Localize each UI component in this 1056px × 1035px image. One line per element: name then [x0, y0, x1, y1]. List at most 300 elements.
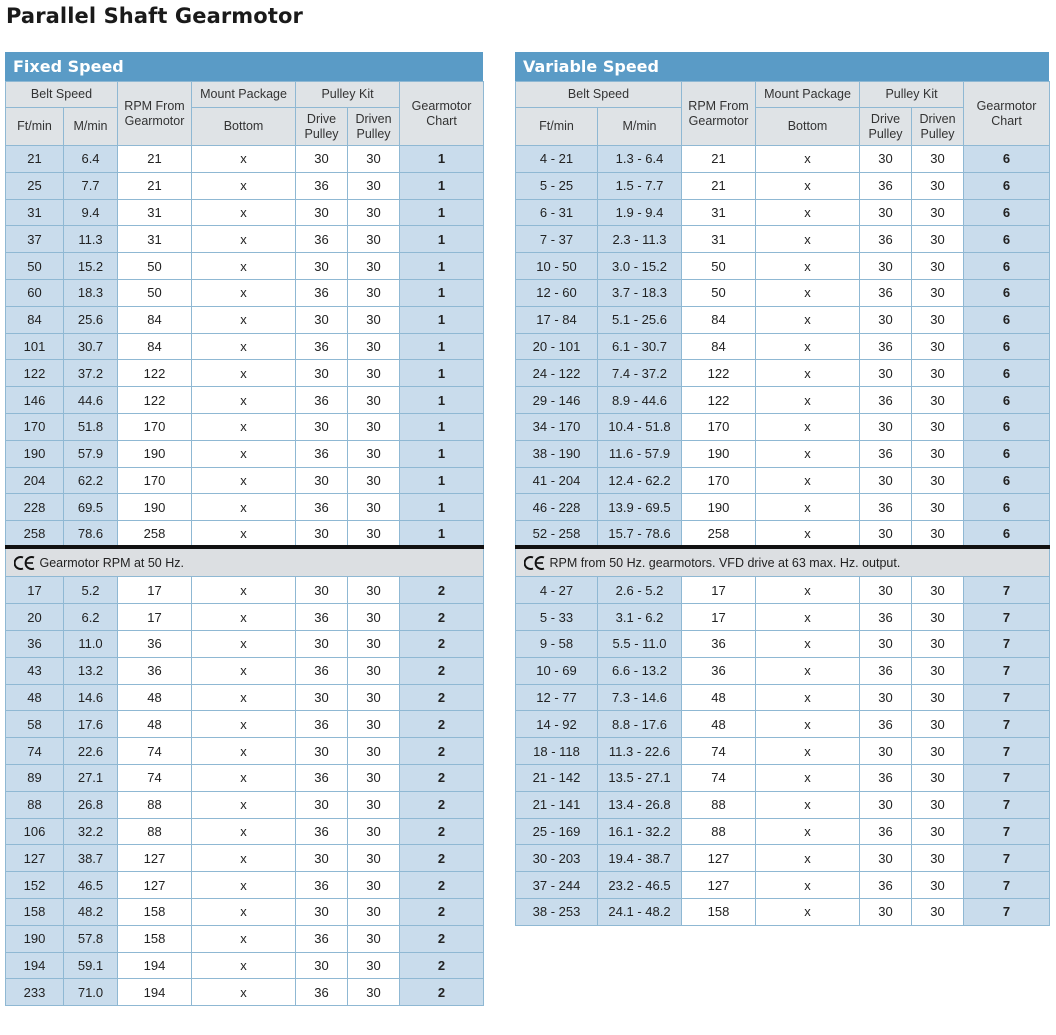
- page-title: Parallel Shaft Gearmotor: [6, 4, 303, 28]
- table-row: [516, 146, 1050, 173]
- fixed-speed-rows-bottom: [6, 577, 484, 1006]
- gearmotor-chart-cell: 7: [964, 845, 1050, 872]
- m-min-cell: 71.0: [64, 979, 118, 1006]
- mount-bottom-cell: x: [192, 413, 296, 440]
- rpm-cell: 88: [118, 818, 192, 845]
- gearmotor-chart-cell: 7: [964, 577, 1050, 604]
- driven-pulley-cell: 30: [912, 253, 964, 280]
- gearmotor-chart-cell: 7: [964, 791, 1050, 818]
- ft-min-cell: 12 - 60: [516, 279, 598, 306]
- mount-bottom-cell: x: [756, 306, 860, 333]
- mount-bottom-cell: x: [192, 467, 296, 494]
- mount-bottom-cell: x: [756, 494, 860, 521]
- m-min-cell: 30.7: [64, 333, 118, 360]
- driven-pulley-cell: 30: [348, 872, 400, 899]
- m-min-cell: 11.0: [64, 631, 118, 658]
- ft-min-cell: 6 - 31: [516, 199, 598, 226]
- ft-min-cell: 190: [6, 925, 64, 952]
- gearmotor-chart-cell: 1: [400, 306, 484, 333]
- gearmotor-chart-cell: 2: [400, 577, 484, 604]
- driven-pulley-cell: 30: [912, 413, 964, 440]
- ft-min-cell: 20: [6, 604, 64, 631]
- variable-ce-note-cell: [516, 547, 1050, 577]
- m-min-cell: 11.6 - 57.9: [598, 440, 682, 467]
- gearmotor-chart-cell: 6: [964, 467, 1050, 494]
- driven-pulley-cell: 30: [348, 952, 400, 979]
- ft-min-cell: 84: [6, 306, 64, 333]
- rpm-cell: 258: [682, 521, 756, 548]
- gearmotor-chart-cell: 1: [400, 521, 484, 548]
- drive-pulley-cell: 36: [860, 226, 912, 253]
- mount-bottom-cell: x: [192, 738, 296, 765]
- rpm-cell: 170: [118, 467, 192, 494]
- ft-min-cell: 74: [6, 738, 64, 765]
- ce-mark-icon: [14, 555, 36, 571]
- table-row: [6, 604, 484, 631]
- driven-pulley-cell: 30: [912, 631, 964, 658]
- mount-bottom-cell: x: [192, 765, 296, 792]
- variable-ce-section: [516, 547, 1050, 577]
- m-min-cell: 7.3 - 14.6: [598, 684, 682, 711]
- drive-pulley-cell: 36: [860, 872, 912, 899]
- table-row: [516, 387, 1050, 414]
- rpm-cell: 122: [682, 387, 756, 414]
- pulley-kit-header: Pulley Kit: [296, 82, 400, 108]
- m-min-cell: 19.4 - 38.7: [598, 845, 682, 872]
- mount-bottom-cell: x: [192, 979, 296, 1006]
- gearmotor-chart-cell: 2: [400, 952, 484, 979]
- gearmotor-chart-cell: 6: [964, 253, 1050, 280]
- m-min-cell: 6.4: [64, 146, 118, 173]
- table-row: [6, 791, 484, 818]
- drive-pulley-cell: 30: [296, 521, 348, 548]
- table-row: [6, 979, 484, 1006]
- driven-pulley-header: Driven Pulley: [912, 108, 964, 146]
- ft-min-cell: 36: [6, 631, 64, 658]
- gearmotor-chart-cell: 7: [964, 711, 1050, 738]
- table-row: [516, 440, 1050, 467]
- table-row: [516, 306, 1050, 333]
- gearmotor-chart-cell: 7: [964, 684, 1050, 711]
- drive-pulley-cell: 36: [296, 172, 348, 199]
- m-min-cell: 5.5 - 11.0: [598, 631, 682, 658]
- driven-pulley-cell: 30: [348, 604, 400, 631]
- m-min-cell: 69.5: [64, 494, 118, 521]
- driven-pulley-cell: 30: [912, 279, 964, 306]
- table-row: [6, 387, 484, 414]
- m-min-cell: 13.5 - 27.1: [598, 765, 682, 792]
- gearmotor-chart-cell: 7: [964, 604, 1050, 631]
- rpm-cell: 88: [682, 791, 756, 818]
- ft-min-cell: 228: [6, 494, 64, 521]
- driven-pulley-cell: 30: [912, 226, 964, 253]
- ft-min-cell: 25: [6, 172, 64, 199]
- rpm-cell: 88: [682, 818, 756, 845]
- mount-bottom-cell: x: [756, 467, 860, 494]
- gearmotor-chart-cell: 1: [400, 387, 484, 414]
- rpm-cell: 36: [682, 657, 756, 684]
- table-row: [6, 146, 484, 173]
- m-min-header: M/min: [598, 108, 682, 146]
- m-min-cell: 27.1: [64, 765, 118, 792]
- drive-pulley-cell: 30: [296, 791, 348, 818]
- driven-pulley-header: Driven Pulley: [348, 108, 400, 146]
- gearmotor-chart-cell: 2: [400, 604, 484, 631]
- table-row: [6, 279, 484, 306]
- driven-pulley-cell: 30: [912, 387, 964, 414]
- table-row: [516, 360, 1050, 387]
- m-min-cell: 37.2: [64, 360, 118, 387]
- driven-pulley-cell: 30: [912, 684, 964, 711]
- table-row: [6, 413, 484, 440]
- ce-mark-icon: [524, 555, 546, 571]
- m-min-cell: 12.4 - 62.2: [598, 467, 682, 494]
- driven-pulley-cell: 30: [912, 306, 964, 333]
- drive-pulley-cell: 30: [860, 360, 912, 387]
- table-row: [6, 360, 484, 387]
- rpm-cell: 74: [682, 765, 756, 792]
- mount-bottom-cell: x: [192, 791, 296, 818]
- gearmotor-chart-cell: 1: [400, 440, 484, 467]
- ft-min-cell: 4 - 27: [516, 577, 598, 604]
- rpm-cell: 194: [118, 952, 192, 979]
- drive-pulley-cell: 30: [860, 684, 912, 711]
- gearmotor-chart-cell: 1: [400, 333, 484, 360]
- mount-bottom-cell: x: [192, 684, 296, 711]
- mount-bottom-cell: x: [756, 657, 860, 684]
- ft-min-cell: 29 - 146: [516, 387, 598, 414]
- mount-bottom-cell: x: [756, 791, 860, 818]
- bottom-header: Bottom: [192, 108, 296, 146]
- mount-bottom-cell: x: [192, 925, 296, 952]
- m-min-cell: 11.3: [64, 226, 118, 253]
- ft-min-cell: 25 - 169: [516, 818, 598, 845]
- table-row: [516, 765, 1050, 792]
- m-min-cell: 46.5: [64, 872, 118, 899]
- drive-pulley-cell: 36: [860, 172, 912, 199]
- fixed-speed-table: [5, 81, 484, 1006]
- m-min-cell: 3.7 - 18.3: [598, 279, 682, 306]
- variable-speed-header: Variable Speed: [515, 52, 1049, 81]
- drive-pulley-cell: 30: [860, 738, 912, 765]
- fixed-ce-note: Gearmotor RPM at 50 Hz.: [39, 555, 184, 570]
- rpm-cell: 88: [118, 791, 192, 818]
- rpm-cell: 74: [118, 738, 192, 765]
- table-row: [516, 253, 1050, 280]
- table-row: [516, 711, 1050, 738]
- driven-pulley-cell: 30: [348, 172, 400, 199]
- ft-min-cell: 10 - 50: [516, 253, 598, 280]
- drive-pulley-cell: 30: [296, 146, 348, 173]
- table-row: [6, 711, 484, 738]
- mount-bottom-cell: x: [756, 172, 860, 199]
- table-row: [516, 845, 1050, 872]
- ft-min-cell: 101: [6, 333, 64, 360]
- rpm-cell: 17: [682, 604, 756, 631]
- gearmotor-chart-cell: 6: [964, 387, 1050, 414]
- drive-pulley-cell: 36: [296, 979, 348, 1006]
- drive-pulley-cell: 36: [296, 872, 348, 899]
- driven-pulley-cell: 30: [348, 279, 400, 306]
- driven-pulley-cell: 30: [348, 979, 400, 1006]
- ft-min-cell: 10 - 69: [516, 657, 598, 684]
- gearmotor-chart-cell: 1: [400, 467, 484, 494]
- table-row: [6, 333, 484, 360]
- drive-pulley-cell: 30: [296, 738, 348, 765]
- ft-min-cell: 9 - 58: [516, 631, 598, 658]
- m-min-cell: 13.2: [64, 657, 118, 684]
- driven-pulley-cell: 30: [912, 467, 964, 494]
- rpm-cell: 190: [682, 440, 756, 467]
- mount-bottom-cell: x: [756, 146, 860, 173]
- mount-bottom-cell: x: [192, 872, 296, 899]
- mount-bottom-cell: x: [756, 577, 860, 604]
- gearmotor-chart-cell: 1: [400, 413, 484, 440]
- driven-pulley-cell: 30: [348, 577, 400, 604]
- mount-bottom-cell: x: [192, 360, 296, 387]
- gearmotor-chart-cell: 7: [964, 765, 1050, 792]
- drive-pulley-cell: 30: [296, 467, 348, 494]
- table-row: [6, 872, 484, 899]
- m-min-cell: 7.4 - 37.2: [598, 360, 682, 387]
- gearmotor-chart-cell: 2: [400, 818, 484, 845]
- drive-pulley-cell: 30: [296, 199, 348, 226]
- driven-pulley-cell: 30: [912, 333, 964, 360]
- drive-pulley-cell: 30: [860, 899, 912, 926]
- gearmotor-chart-cell: 6: [964, 521, 1050, 548]
- drive-pulley-cell: 30: [860, 146, 912, 173]
- mount-bottom-cell: x: [192, 146, 296, 173]
- driven-pulley-cell: 30: [348, 791, 400, 818]
- rpm-cell: 50: [682, 279, 756, 306]
- driven-pulley-cell: 30: [912, 199, 964, 226]
- variable-speed-rows-top: [516, 146, 1050, 548]
- gearmotor-chart-cell: 6: [964, 279, 1050, 306]
- mount-bottom-cell: x: [192, 604, 296, 631]
- driven-pulley-cell: 30: [348, 899, 400, 926]
- rpm-cell: 122: [118, 360, 192, 387]
- driven-pulley-cell: 30: [912, 494, 964, 521]
- drive-pulley-cell: 30: [296, 845, 348, 872]
- drive-pulley-cell: 36: [296, 818, 348, 845]
- mount-bottom-cell: x: [192, 577, 296, 604]
- mount-bottom-cell: x: [192, 440, 296, 467]
- table-row: [516, 818, 1050, 845]
- m-min-cell: 1.3 - 6.4: [598, 146, 682, 173]
- driven-pulley-cell: 30: [912, 657, 964, 684]
- m-min-cell: 6.1 - 30.7: [598, 333, 682, 360]
- table-row: [6, 657, 484, 684]
- m-min-header: M/min: [64, 108, 118, 146]
- driven-pulley-cell: 30: [348, 387, 400, 414]
- drive-pulley-header: Drive Pulley: [296, 108, 348, 146]
- ft-min-cell: 12 - 77: [516, 684, 598, 711]
- ft-min-cell: 127: [6, 845, 64, 872]
- rpm-cell: 48: [118, 711, 192, 738]
- mount-bottom-cell: x: [756, 604, 860, 631]
- ft-min-cell: 204: [6, 467, 64, 494]
- table-row: [516, 657, 1050, 684]
- m-min-cell: 14.6: [64, 684, 118, 711]
- rpm-cell: 36: [118, 657, 192, 684]
- driven-pulley-cell: 30: [348, 440, 400, 467]
- gearmotor-chart-cell: 1: [400, 253, 484, 280]
- rpm-cell: 170: [118, 413, 192, 440]
- gearmotor-chart-cell: 7: [964, 631, 1050, 658]
- drive-pulley-cell: 36: [296, 226, 348, 253]
- mount-bottom-cell: x: [756, 818, 860, 845]
- table-row: [6, 172, 484, 199]
- ft-min-cell: 20 - 101: [516, 333, 598, 360]
- ft-min-cell: 41 - 204: [516, 467, 598, 494]
- mount-bottom-cell: x: [192, 279, 296, 306]
- rpm-cell: 31: [682, 199, 756, 226]
- drive-pulley-cell: 36: [860, 604, 912, 631]
- gearmotor-chart-cell: 6: [964, 413, 1050, 440]
- m-min-cell: 59.1: [64, 952, 118, 979]
- table-row: [516, 467, 1050, 494]
- m-min-cell: 38.7: [64, 845, 118, 872]
- gearmotor-chart-cell: 6: [964, 146, 1050, 173]
- table-row: [516, 631, 1050, 658]
- gearmotor-chart-cell: 7: [964, 818, 1050, 845]
- driven-pulley-cell: 30: [348, 521, 400, 548]
- gearmotor-chart-cell: 2: [400, 979, 484, 1006]
- table-row: [516, 333, 1050, 360]
- mount-bottom-cell: x: [192, 657, 296, 684]
- ft-min-cell: 7 - 37: [516, 226, 598, 253]
- rpm-cell: 127: [118, 845, 192, 872]
- m-min-cell: 6.2: [64, 604, 118, 631]
- driven-pulley-cell: 30: [348, 467, 400, 494]
- mount-bottom-cell: x: [756, 765, 860, 792]
- table-row: [516, 172, 1050, 199]
- driven-pulley-cell: 30: [912, 738, 964, 765]
- mount-bottom-cell: x: [192, 333, 296, 360]
- rpm-cell: 84: [118, 306, 192, 333]
- gearmotor-chart-cell: 6: [964, 172, 1050, 199]
- driven-pulley-cell: 30: [348, 253, 400, 280]
- ft-min-cell: 38 - 253: [516, 899, 598, 926]
- driven-pulley-cell: 30: [912, 872, 964, 899]
- gearmotor-chart-cell: 1: [400, 360, 484, 387]
- drive-pulley-cell: 30: [860, 845, 912, 872]
- ft-min-cell: 43: [6, 657, 64, 684]
- mount-bottom-cell: x: [192, 172, 296, 199]
- rpm-cell: 84: [118, 333, 192, 360]
- table-row: [6, 253, 484, 280]
- rpm-cell: 31: [118, 226, 192, 253]
- ft-min-cell: 18 - 118: [516, 738, 598, 765]
- m-min-cell: 57.9: [64, 440, 118, 467]
- ft-min-cell: 21: [6, 146, 64, 173]
- drive-pulley-cell: 36: [296, 494, 348, 521]
- ft-min-cell: 5 - 33: [516, 604, 598, 631]
- table-row: [6, 952, 484, 979]
- table-row: [516, 899, 1050, 926]
- driven-pulley-cell: 30: [912, 765, 964, 792]
- drive-pulley-cell: 36: [296, 440, 348, 467]
- rpm-cell: 84: [682, 306, 756, 333]
- ft-min-cell: 21 - 142: [516, 765, 598, 792]
- gearmotor-chart-cell: 2: [400, 657, 484, 684]
- drive-pulley-cell: 36: [860, 711, 912, 738]
- gearmotor-chart-cell: 2: [400, 845, 484, 872]
- driven-pulley-cell: 30: [348, 711, 400, 738]
- driven-pulley-cell: 30: [912, 604, 964, 631]
- gearmotor-chart-cell: 6: [964, 440, 1050, 467]
- m-min-cell: 13.9 - 69.5: [598, 494, 682, 521]
- table-row: [516, 872, 1050, 899]
- table-row: [6, 925, 484, 952]
- gearmotor-chart-cell: 6: [964, 333, 1050, 360]
- driven-pulley-cell: 30: [912, 899, 964, 926]
- ft-min-cell: 122: [6, 360, 64, 387]
- mount-bottom-cell: x: [192, 387, 296, 414]
- drive-pulley-cell: 36: [860, 494, 912, 521]
- mount-bottom-cell: x: [192, 845, 296, 872]
- gearmotor-chart-cell: 2: [400, 684, 484, 711]
- rpm-cell: 158: [682, 899, 756, 926]
- gearmotor-chart-cell: 7: [964, 657, 1050, 684]
- driven-pulley-cell: 30: [348, 657, 400, 684]
- fixed-speed-panel: [5, 52, 483, 1006]
- m-min-cell: 2.6 - 5.2: [598, 577, 682, 604]
- rpm-cell: 50: [118, 253, 192, 280]
- driven-pulley-cell: 30: [912, 577, 964, 604]
- gearmotor-chart-cell: 6: [964, 199, 1050, 226]
- table-row: [6, 199, 484, 226]
- mount-bottom-cell: x: [192, 631, 296, 658]
- variable-ce-note: RPM from 50 Hz. gearmotors. VFD drive at 63 max. Hz. output.: [549, 555, 901, 570]
- m-min-cell: 48.2: [64, 899, 118, 926]
- ft-min-cell: 258: [6, 521, 64, 548]
- rpm-cell: 48: [682, 711, 756, 738]
- driven-pulley-cell: 30: [348, 631, 400, 658]
- rpm-header: RPM From Gearmotor: [118, 82, 192, 146]
- mount-bottom-cell: x: [756, 738, 860, 765]
- rpm-cell: 36: [118, 631, 192, 658]
- ft-min-cell: 34 - 170: [516, 413, 598, 440]
- m-min-cell: 17.6: [64, 711, 118, 738]
- variable-speed-panel: [515, 52, 1049, 926]
- drive-pulley-cell: 36: [296, 387, 348, 414]
- table-row: [516, 577, 1050, 604]
- m-min-cell: 57.8: [64, 925, 118, 952]
- mount-bottom-cell: x: [756, 521, 860, 548]
- m-min-cell: 1.5 - 7.7: [598, 172, 682, 199]
- m-min-cell: 32.2: [64, 818, 118, 845]
- drive-pulley-cell: 36: [296, 333, 348, 360]
- m-min-cell: 3.0 - 15.2: [598, 253, 682, 280]
- ft-min-cell: 170: [6, 413, 64, 440]
- m-min-cell: 6.6 - 13.2: [598, 657, 682, 684]
- table-row: [6, 738, 484, 765]
- ft-min-cell: 37 - 244: [516, 872, 598, 899]
- mount-bottom-cell: x: [192, 521, 296, 548]
- drive-pulley-cell: 30: [860, 791, 912, 818]
- rpm-cell: 31: [682, 226, 756, 253]
- drive-pulley-cell: 36: [860, 387, 912, 414]
- bottom-header: Bottom: [756, 108, 860, 146]
- gearmotor-chart-header: Gearmotor Chart: [400, 82, 484, 146]
- m-min-cell: 22.6: [64, 738, 118, 765]
- table-row: [6, 521, 484, 548]
- drive-pulley-cell: 36: [860, 333, 912, 360]
- ft-min-cell: 152: [6, 872, 64, 899]
- mount-bottom-cell: x: [756, 684, 860, 711]
- ft-min-cell: 88: [6, 791, 64, 818]
